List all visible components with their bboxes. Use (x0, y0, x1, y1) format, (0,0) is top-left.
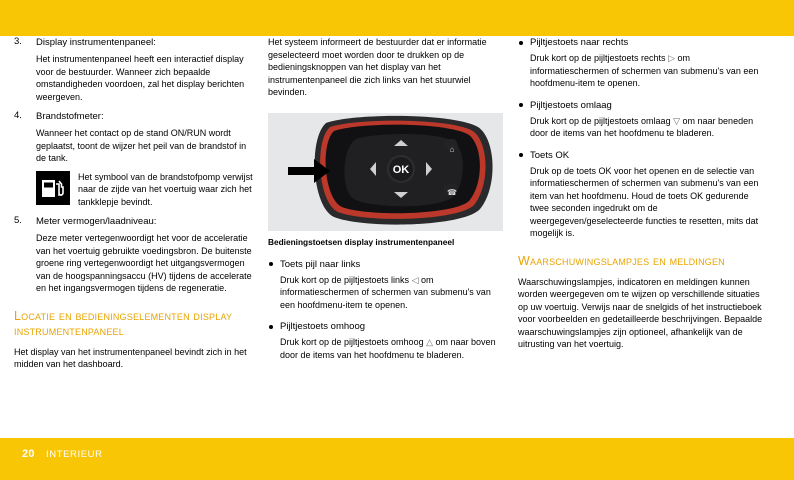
item-title: Brandstofmeter: (36, 111, 104, 122)
bullet-label: Pijltjestoets omlaag (518, 99, 766, 112)
bullet-body-pre: Druk kort op de pijltjestoets omhoog (280, 337, 424, 347)
bullet-body (268, 336, 503, 361)
svg-text:⌂: ⌂ (449, 144, 455, 154)
arrow-down-icon: ▽ (673, 115, 681, 126)
item-title: Display instrumentenpaneel: (36, 37, 156, 48)
section-heading-location: Locatie en bedieningselementen display instrumentenpaneel (14, 308, 233, 338)
svg-text:☎: ☎ (447, 187, 457, 197)
intro-paragraph: Het systeem informeert de bestuurder dat er informatie geselecteerd moet worden door te drukken op de bedieningsknoppen van het display van het instrumentenpaneel die zich links van het stuurwiel bevinden. (268, 37, 487, 97)
fuel-pump-note (36, 171, 258, 209)
arrow-left-icon: ◁ (411, 274, 419, 285)
bullet-label: Pijltjestoets naar rechts (518, 36, 766, 49)
figure-caption: Bedieningstoetsen display instrumentenpaneel (268, 236, 455, 247)
column-left (14, 36, 258, 380)
bullet-label: Toets pijl naar links (268, 258, 503, 271)
section-heading-warnings: Waarschuwingslampjes en meldingen (518, 253, 725, 268)
steering-wheel-controls-photo (268, 113, 503, 231)
list-item (14, 110, 258, 208)
bullet-body-post: om informatieschermen of schermen van submenu's van een hoofdmenu-item te openen. (280, 274, 491, 310)
item-body: Het instrumentenpaneel heeft een interactief display voor de bestuurder. Wanneer zich bepaalde omstandigheden voordoen, zal het display berichten weergeven. (36, 54, 245, 102)
section-paragraph-warnings: Waarschuwingslampjes, indicatoren en meldingen kunnen worden weergegeven om te wijzen op verschillende situaties op uw voertuig. Verwijs naar de snelgids of het instructieboek voor voorbeelden en gedetailleerde beschrijvingen. Bepaalde waarschuwingslampjes zijn optioneel, afhankelijk van de uitrusting van het voertuig. (518, 276, 763, 349)
list-item (14, 36, 258, 103)
item-body: Wanneer het contact op de stand ON/RUN wordt geplaatst, toont de wijzer het peil van de brandstof in de tank. (36, 128, 247, 163)
item-number: 4. (14, 110, 22, 121)
column-right (518, 36, 766, 360)
bullet-label: Toets OK (518, 149, 766, 162)
item-number: 5. (14, 215, 22, 226)
page-content (0, 36, 794, 438)
bullet-body-post: om naar beneden door de items van het hoofdmenu te bladeren. (530, 115, 754, 138)
bullet-label: Pijltjestoets omhoog (268, 320, 503, 333)
footer-section-label: INTERIEUR (46, 449, 103, 460)
fuel-pump-note-text: Het symbool van de brandstofpomp verwijst naar de zijde van het voertuig waar zich het tankklepje bevindt. (78, 171, 253, 207)
arrow-right-icon: ▷ (668, 53, 675, 63)
bullet-body (518, 115, 766, 140)
fuel-pump-icon (36, 171, 70, 205)
list-item (14, 215, 258, 295)
bullet-body (268, 274, 503, 312)
bullet-body-post: om naar boven door de items van het hoofdmenu te bladeren. (280, 337, 496, 360)
page-number: 20 (22, 448, 35, 460)
bullet-body (518, 52, 766, 90)
arrow-up-icon: △ (426, 337, 434, 347)
item-number: 3. (14, 36, 22, 47)
bullet-body-pre: Druk kort op de pijltjestoets omlaag (530, 115, 671, 126)
item-body: Deze meter vertegenwoordigt het voor de acceleratie van het voertuig gebruikte voedingsbron. De buitenste groene ring vertegenwoordigt het uitgangsvermogen van de hoogspanningsaccu (HV) tijdens de accelerate en het ingangsvermogen tijdens de regeneratie. (36, 233, 252, 293)
bullet-body-pre: Druk kort op de pijltjestoets rechts (530, 53, 666, 63)
section-paragraph-location: Het display van het instrumentenpaneel bevindt zich in het midden van het dashboard. (14, 346, 247, 369)
bottom-color-band (0, 438, 794, 480)
svg-text:OK: OK (392, 163, 410, 176)
bullet-body-pre: Druk kort op de pijltjestoets links (280, 274, 410, 285)
item-title: Meter vermogen/laadniveau: (36, 216, 157, 227)
bullet-body-post: om informatieschermen of schermen van submenu's van een hoofdmenu-item te openen. (530, 53, 759, 88)
top-color-band (0, 0, 794, 36)
bullet-body: Druk op de toets OK voor het openen en de selectie van informatieschermen of schermen van submenu's van een item van het hoofdmenu. Houd de toets OK gedurende twee seconden ingedrukt om de weergegeven/geselecteerde functies te resetten, mits dat mogelijk is. (530, 165, 759, 238)
column-middle (268, 36, 503, 370)
